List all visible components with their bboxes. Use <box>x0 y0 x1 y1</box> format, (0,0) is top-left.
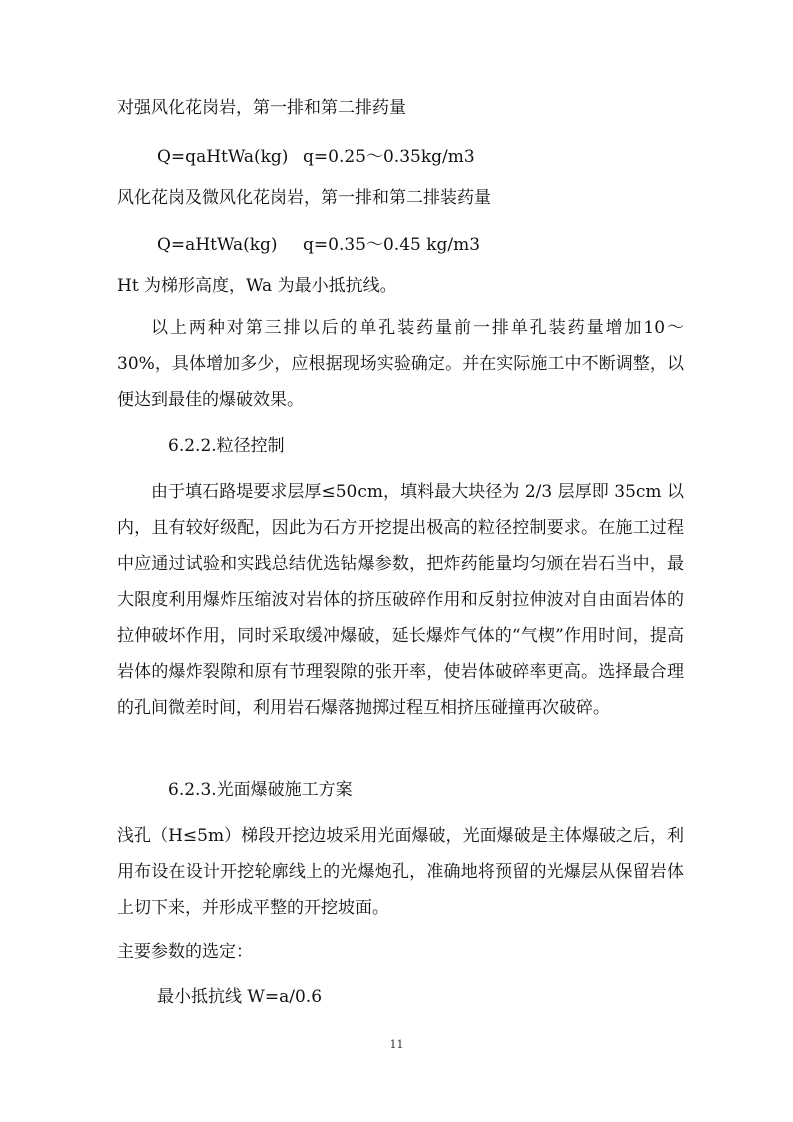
formula-2-coefficient: q=0.35～0.45 kg/m3 <box>303 235 481 255</box>
text-line-definitions: Ht 为梯形高度，Wa 为最小抵抗线。 <box>117 276 397 296</box>
formula-1-charge: Q=qaHtWa(kg) <box>157 147 289 167</box>
text-line-min-resistance: 最小抵抗线 W=a/0.6 <box>157 987 323 1007</box>
section-heading-grain-size: 6.2.2.粒径控制 <box>168 436 285 456</box>
page-number: 11 <box>389 1038 404 1051</box>
formula-2 <box>157 233 480 257</box>
formula-1 <box>157 145 475 169</box>
formula-1-coefficient: q=0.25～0.35kg/m3 <box>303 147 475 167</box>
formula-2-charge: Q=aHtWa(kg) <box>157 235 278 255</box>
section-heading-smooth-blasting: 6.2.3.光面爆破施工方案 <box>168 780 353 800</box>
paragraph-grain-size: 由于填石路堤要求层厚≤50cm，填料最大块径为 2/3 层厚即 35cm 以内，且有较好级配，因此为石方开挖提出极高的粒径控制要求。在施工过程中应通过试验和实践总结优选钻爆参数，把炸药能量均匀颁在岩石当中，最大限度利用爆炸压缩波对岩体的挤压破碎作用和反射拉伸波对自由面岩体的拉伸破坏作用，同时采取缓冲爆破，延长爆炸气体的“气楔”作用时间，提高岩体的爆炸裂隙和原有节理裂隙的张开率，使岩体破碎率更高。选择最合理的孔间微差时间，利用岩石爆落抛掷过程互相挤压碰撞再次破碎。 <box>117 482 684 718</box>
paragraph-charge-increase: 以上两种对第三排以后的单孔装药量前一排单孔装药量增加10～30%，具体增加多少，应根据现场实验确定。并在实际施工中不断调整，以便达到最佳的爆破效果。 <box>117 318 684 410</box>
paragraph-smooth-blasting: 浅孔（H≤5m）梯段开挖边坡采用光面爆破，光面爆破是主体爆破之后，利用布设在设计开挖轮廓线上的光爆炮孔，准确地将预留的光爆层从保留岩体上切下来，并形成平整的开挖坡面。 <box>117 826 684 918</box>
text-line-weathered: 风化花岗及微风化花岗岩，第一排和第二排装药量 <box>117 188 491 208</box>
text-line-strong-weathered: 对强风化花岗岩，第一排和第二排药量 <box>117 98 406 118</box>
text-line-parameters: 主要参数的选定： <box>117 942 253 962</box>
